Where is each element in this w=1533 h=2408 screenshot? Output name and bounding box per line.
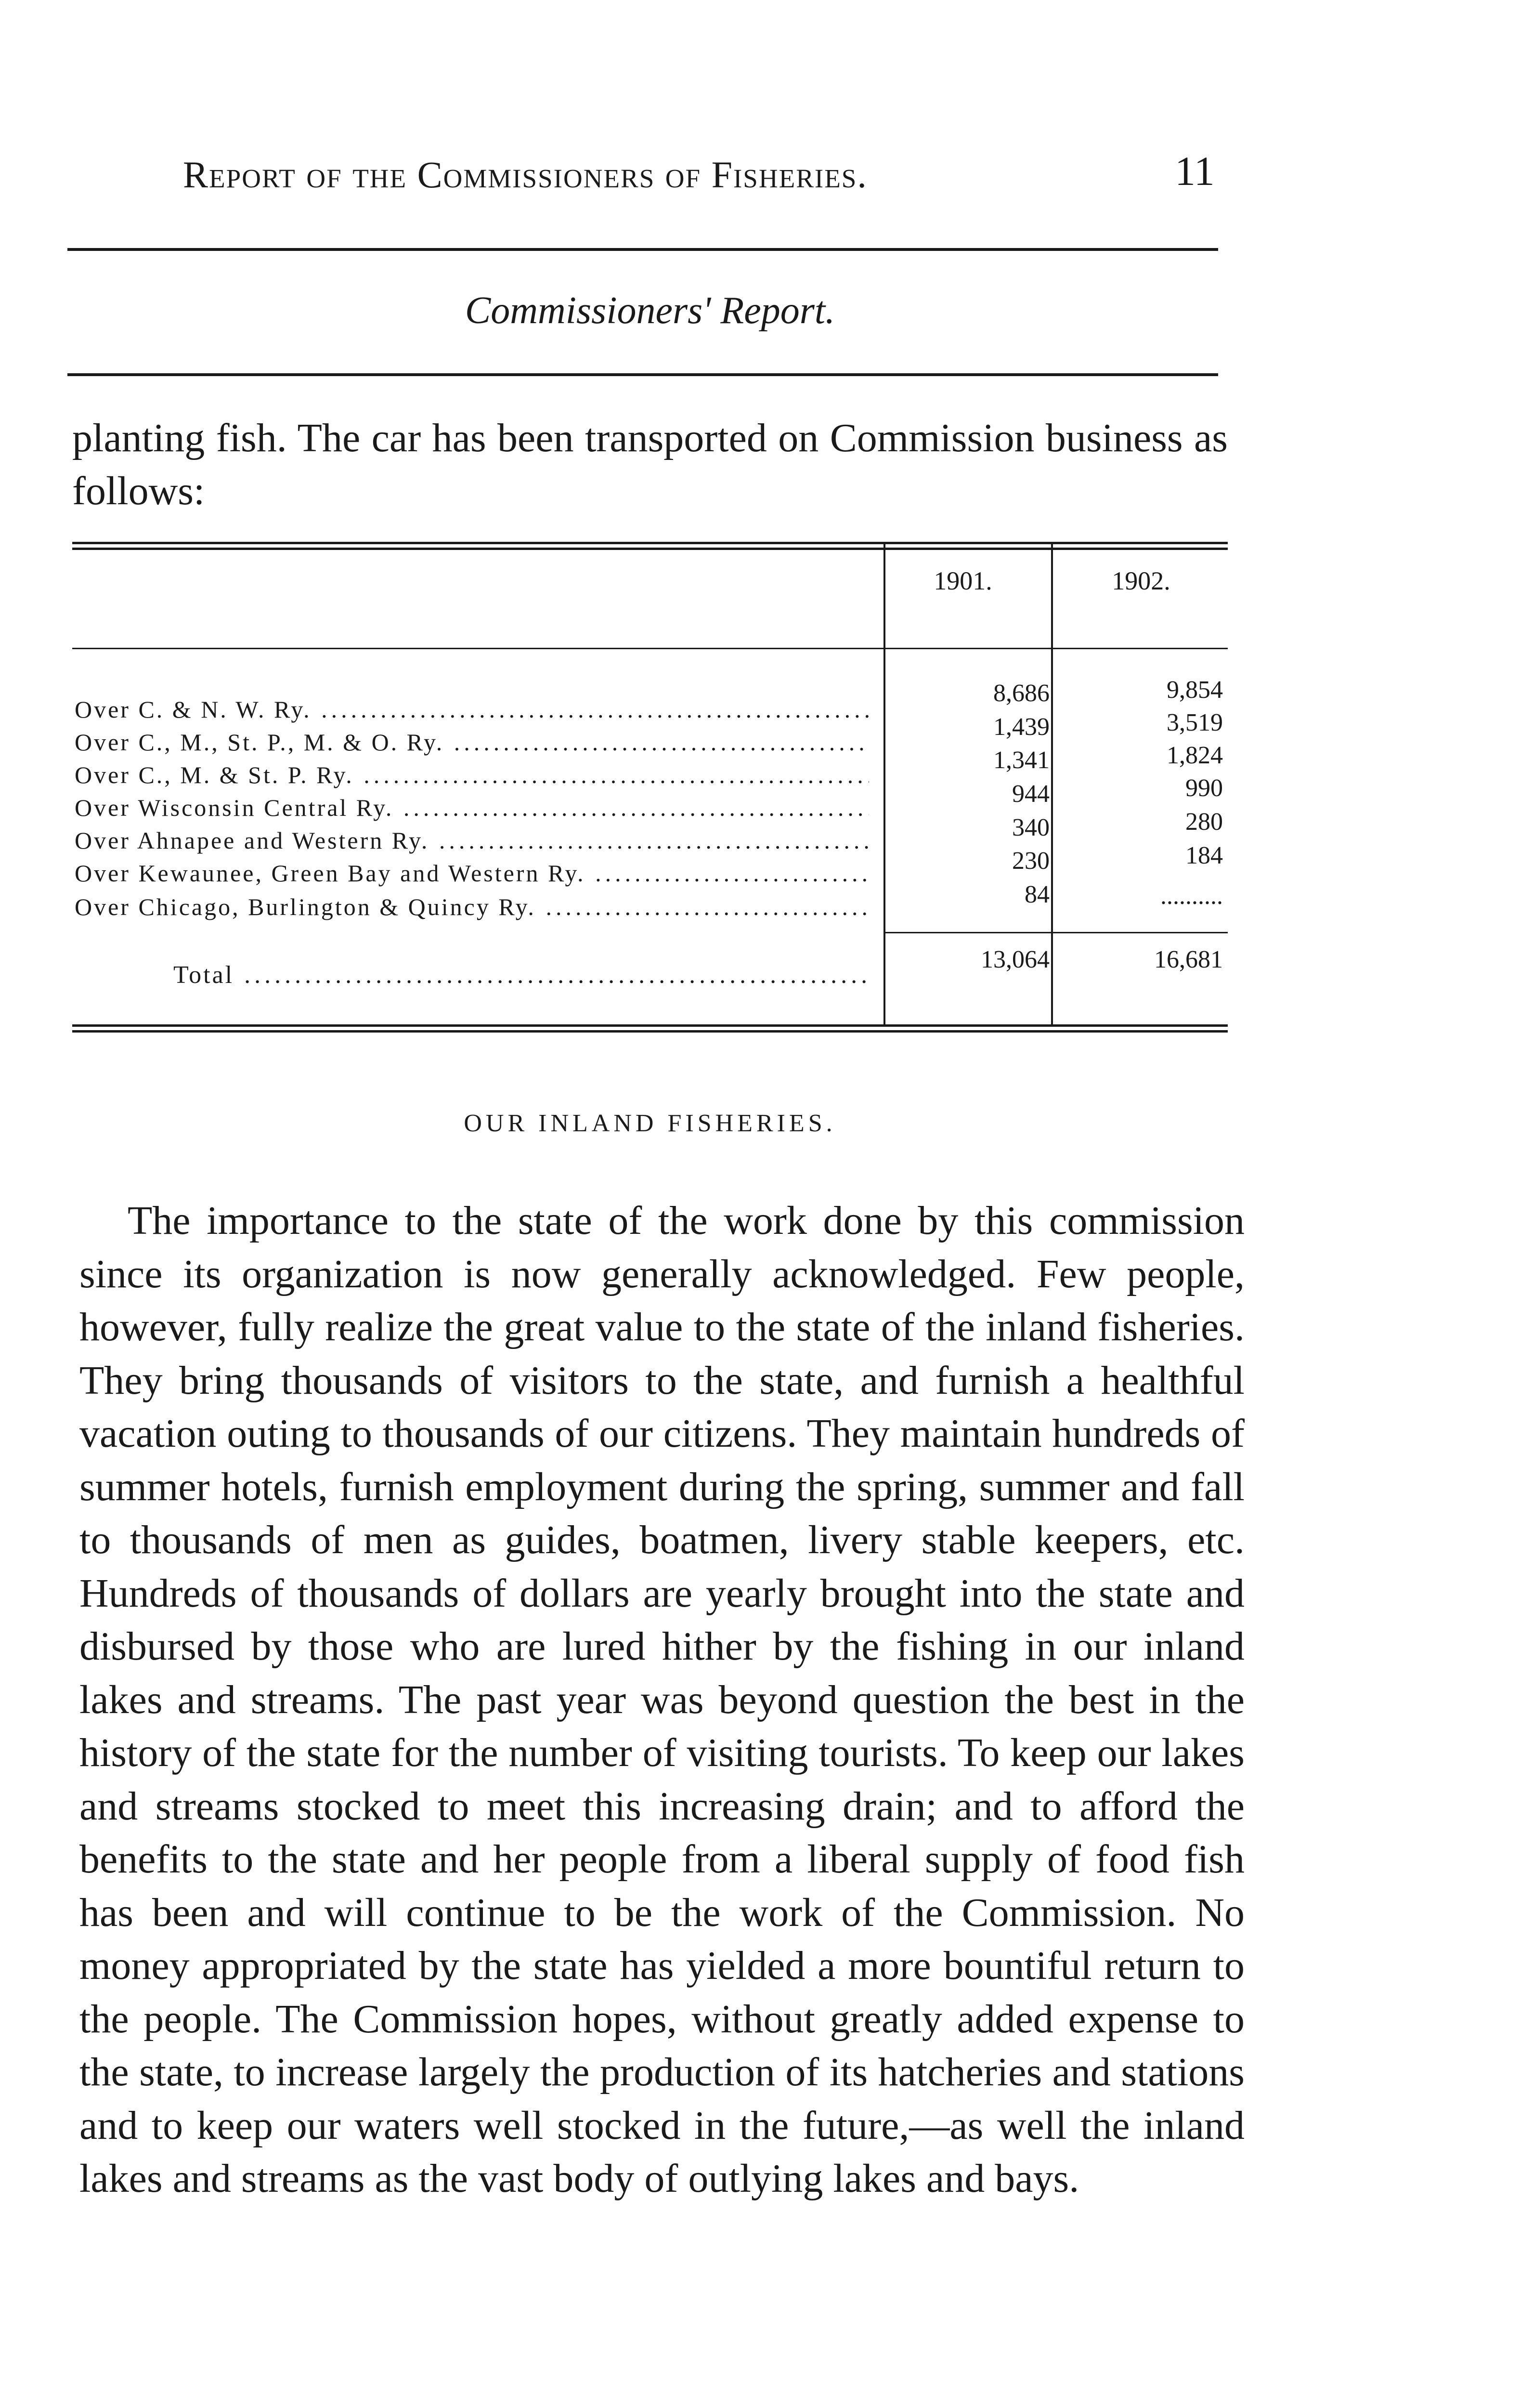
table-cell-1901: 340: [1012, 814, 1050, 841]
table-cell-1901: 230: [1012, 847, 1050, 875]
section-subtitle: Commissioners' Report.: [465, 289, 835, 332]
table-row-label: Over C., M., St. P., M. & O. Ry. .....: [75, 726, 869, 758]
table-top-rule: [72, 542, 1228, 544]
table-cell-1901: 8,686: [993, 680, 1050, 707]
table-cell-1902: ..........: [1160, 882, 1223, 910]
table-total-rule: [885, 932, 1228, 933]
table-header-rule: [72, 648, 1228, 649]
table-cell-1901: 944: [1012, 780, 1050, 808]
header-rule-bottom: [67, 373, 1218, 376]
running-title: Report of the Commissioners of Fisheries.: [183, 154, 868, 196]
table-row-label: Over C., M. & St. P. Ry. .....: [75, 759, 869, 791]
table-cell-1902: 990: [1185, 774, 1223, 802]
table-row-label: Over Wisconsin Central Ry. .....: [75, 792, 869, 824]
body-paragraph: The importance to the state of the work done by this commission since its organization is now generally acknowledged. Few people, however, fully realize the great value to the state of the inland fisheries. They bring thousands of visitors to the state, and furnish a healthful vacation outing to thousands of our citizens. They maintain hundreds of summer hotels, furnish employment during the spring, summer and fall to thousands of men as guides, boatmen, livery stable keepers, etc. Hundreds of thousands of dollars are yearly brought into the state and disbursed by those who are lured hither by the fishing in our inland lakes and streams. The past year was beyond question the best in the history of the state for the number of visiting tourists. To keep our lakes and streams stocked to meet this increasing drain; and to afford the benefits to the state and her people from a liberal supply of food fish has been and will continue to be the work of the Commission. No money appropriated by the state has yielded a more bountiful return to the people. The Commission hopes, without greatly added expense to the state, to increase largely the production of its hatcheries and stations and to keep our waters well stocked in the future,—as well the inland lakes and streams as the vast body of outlying lakes and bays.: [79, 1198, 1245, 2201]
table-total-1901: 13,064: [981, 946, 1050, 973]
table-bottom-rule: [72, 1024, 1228, 1027]
table-cell-1902: 9,854: [1167, 676, 1223, 704]
table-row-label: Over Kewaunee, Green Bay and Western Ry. .....: [75, 857, 869, 889]
page-number: 11: [1175, 148, 1215, 194]
table-cell-1902: 184: [1185, 842, 1223, 869]
table-cell-1902: 280: [1185, 808, 1223, 836]
intro-paragraph: planting fish. The car has been transported on Commission business as follows:: [72, 416, 1228, 513]
table-cell-1902: 1,824: [1167, 742, 1223, 769]
table-total-label: Total .....: [173, 961, 869, 989]
section-heading: OUR INLAND FISHERIES.: [464, 1110, 836, 1137]
table-cell-1901: 1,341: [993, 746, 1050, 774]
table-row-label: Over Chicago, Burlington & Quincy Ry. .....: [75, 891, 869, 923]
column-header-1901: 1901.: [934, 566, 992, 595]
table-bottom-rule-2: [72, 1030, 1228, 1033]
table-row-label: Over C. & N. W. Ry. .....: [75, 694, 869, 725]
table-column-divider-2: [1051, 542, 1053, 1024]
table-cell-1901: 1,439: [993, 713, 1050, 741]
column-header-1902: 1902.: [1112, 566, 1170, 595]
table-cell-1902: 3,519: [1167, 709, 1223, 736]
table-total-1902: 16,681: [1154, 946, 1223, 973]
header-rule-top: [67, 248, 1218, 251]
table-row-label: Over Ahnapee and Western Ry. .....: [75, 824, 869, 856]
table-column-divider-1: [883, 542, 885, 1024]
table-top-rule-2: [72, 548, 1228, 550]
table-cell-1901: 84: [1025, 881, 1050, 908]
